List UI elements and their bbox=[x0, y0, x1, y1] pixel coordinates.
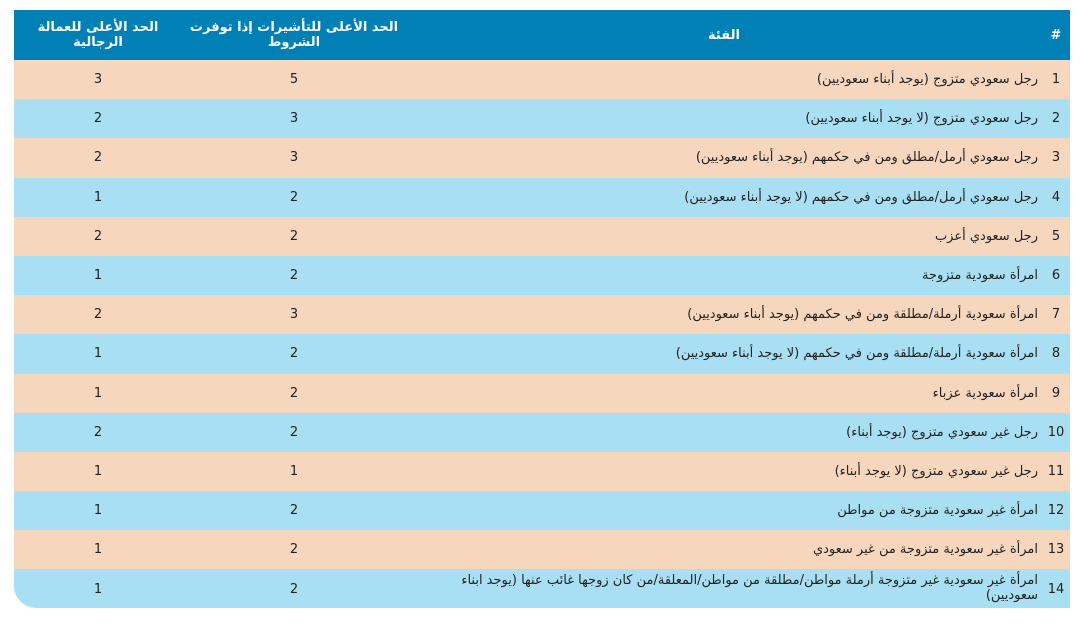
row-number: 3 bbox=[1051, 150, 1061, 166]
row-number: 4 bbox=[1051, 189, 1061, 205]
row-max-male-workers: 2 bbox=[93, 424, 103, 440]
table-row bbox=[14, 334, 1070, 373]
row-number: 5 bbox=[1051, 228, 1061, 244]
visa-limits-table-container bbox=[14, 10, 1070, 608]
row-category: رجل سعودي أرمل/مطلق ومن في حكمهم (يوجد أبناء سعوديين) bbox=[695, 150, 1038, 166]
row-max-visas: 2 bbox=[289, 228, 299, 244]
table-row bbox=[14, 217, 1070, 256]
row-max-male-workers: 2 bbox=[93, 150, 103, 166]
row-category: امرأة سعودية أرملة/مطلقة ومن في حكمهم (لا يوجد أبناء سعوديين) bbox=[675, 346, 1038, 362]
row-category: امرأة سعودية متزوجة bbox=[921, 268, 1038, 284]
row-max-male-workers: 1 bbox=[93, 503, 103, 519]
row-category: رجل سعودي متزوج (لا يوجد أبناء سعوديين) bbox=[805, 111, 1038, 127]
row-number: 14 bbox=[1047, 581, 1065, 597]
row-category: رجل غير سعودي متزوج (لا يوجد أبناء) bbox=[834, 463, 1038, 479]
row-category: امرأة غير سعودية متزوجة من مواطن bbox=[837, 503, 1038, 519]
row-number: 11 bbox=[1047, 463, 1065, 479]
row-max-male-workers: 1 bbox=[93, 268, 103, 284]
row-max-male-workers: 2 bbox=[93, 307, 103, 323]
row-max-male-workers: 1 bbox=[93, 581, 103, 597]
row-category: رجل سعودي أرمل/مطلق ومن في حكمهم (لا يوجد أبناء سعوديين) bbox=[684, 189, 1038, 205]
row-number: 13 bbox=[1047, 542, 1065, 558]
row-max-male-workers: 2 bbox=[93, 228, 103, 244]
row-number: 2 bbox=[1051, 111, 1061, 127]
table-row bbox=[14, 413, 1070, 452]
row-max-visas: 3 bbox=[289, 150, 299, 166]
row-max-visas: 3 bbox=[289, 111, 299, 127]
table-row bbox=[14, 530, 1070, 569]
table-row bbox=[14, 60, 1070, 99]
table-row bbox=[14, 99, 1070, 138]
row-number: 6 bbox=[1051, 268, 1061, 284]
header-category: الفئة bbox=[708, 27, 740, 43]
table-row bbox=[14, 452, 1070, 491]
row-max-visas: 2 bbox=[289, 424, 299, 440]
row-category: رجل غير سعودي متزوج (يوجد أبناء) bbox=[846, 424, 1038, 440]
table-header-row bbox=[14, 10, 1070, 60]
row-category: امرأة غير سعودية غير متزوجة أرملة مواطن/مطلقة من مواطن/المعلقة/من كان زوجها غائب عنها (يوجد ابناء سعوديين) bbox=[461, 573, 1038, 604]
row-category: امرأة سعودية أرملة/مطلقة ومن في حكمهم (يوجد أبناء سعوديين) bbox=[687, 307, 1038, 323]
header-number: # bbox=[1050, 27, 1062, 43]
row-max-visas: 3 bbox=[289, 307, 299, 323]
row-max-visas: 2 bbox=[289, 542, 299, 558]
header-max-visas: الحد الأعلى للتأشيرات إذا توفرت الشروط bbox=[189, 20, 399, 50]
row-max-visas: 2 bbox=[289, 189, 299, 205]
header-max-male-workers: الحد الأعلى للعمالة الرجالية bbox=[37, 20, 159, 50]
table-row bbox=[14, 295, 1070, 334]
row-max-visas: 2 bbox=[289, 581, 299, 597]
row-max-visas: 2 bbox=[289, 268, 299, 284]
table-row bbox=[14, 178, 1070, 217]
row-max-male-workers: 3 bbox=[93, 72, 103, 88]
row-max-visas: 5 bbox=[289, 72, 299, 88]
table-row bbox=[14, 256, 1070, 295]
row-max-visas: 2 bbox=[289, 346, 299, 362]
row-category: رجل سعودي متزوج (يوجد أبناء سعوديين) bbox=[816, 72, 1038, 88]
row-max-male-workers: 1 bbox=[93, 463, 103, 479]
row-max-male-workers: 1 bbox=[93, 385, 103, 401]
row-max-male-workers: 1 bbox=[93, 542, 103, 558]
row-max-male-workers: 2 bbox=[93, 111, 103, 127]
row-number: 1 bbox=[1051, 72, 1061, 88]
row-number: 10 bbox=[1047, 424, 1065, 440]
row-category: امرأة غير سعودية متزوجة من غير سعودي bbox=[812, 542, 1038, 558]
row-category: رجل سعودي أعزب bbox=[934, 228, 1038, 244]
row-max-visas: 2 bbox=[289, 503, 299, 519]
row-number: 8 bbox=[1051, 346, 1061, 362]
row-max-visas: 2 bbox=[289, 385, 299, 401]
table-row bbox=[14, 138, 1070, 177]
table-row bbox=[14, 491, 1070, 530]
row-number: 9 bbox=[1051, 385, 1061, 401]
row-max-male-workers: 1 bbox=[93, 346, 103, 362]
row-number: 7 bbox=[1051, 307, 1061, 323]
row-max-male-workers: 1 bbox=[93, 189, 103, 205]
visa-limits-table bbox=[14, 10, 1070, 608]
row-number: 12 bbox=[1047, 503, 1065, 519]
table-row bbox=[14, 569, 1070, 608]
row-max-visas: 1 bbox=[289, 463, 299, 479]
row-category: امرأة سعودية عزباء bbox=[932, 385, 1038, 401]
table-row bbox=[14, 374, 1070, 413]
